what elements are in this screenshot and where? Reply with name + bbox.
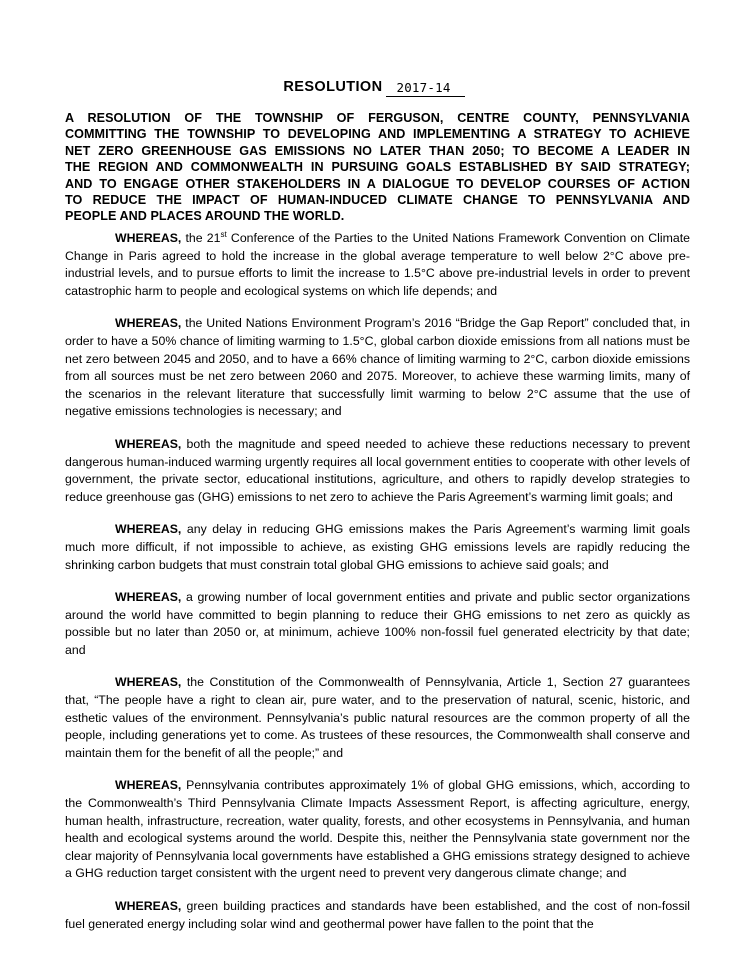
resolution-label: RESOLUTION: [283, 79, 383, 95]
clause-lead: WHEREAS,: [115, 590, 182, 605]
clause-text: any delay in reducing GHG emissions makes the Paris Agreement’s warming limit goals much more difficult, if not impossible to achieve, as existing GHG emissions levels are rapidly reducing the shrinking carbon budgets that must constrain total global GHG emissions to achieve said goals; and: [65, 522, 690, 572]
clause-text: Pennsylvania contributes approximately 1% of global GHG emissions, which, according to the Commonwealth’s Third Pennsylvania Climate Impacts Assessment Report, is affecting agriculture, energy, human health, infrastructure, recreation, water quality, forests, and other ecosystems in Pennsylvania, and human health and ecological systems around the world. Despite this, neither the Pennsylvania state government nor the clear majority of Pennsylvania local governments have established a GHG emissions strategy designed to achieve a GHG reduction target consistent with the urgent need to prevent very dangerous climate change; and: [65, 778, 690, 881]
clause-lead: WHEREAS,: [115, 675, 182, 690]
whereas-clause: [65, 230, 690, 300]
clause-text: the United Nations Environment Program’s 2016 “Bridge the Gap Report” concluded that, in order to have a 50% chance of limiting warming to 1.5°C, global carbon dioxide emissions from all nations must be net zero between 2045 and 2050, and to have a 66% chance of limiting warming to 2°C, carbon dioxide emissions from all sources must be net zero between 2060 and 2075. Moreover, to achieve these warming limits, many of the scenarios in the relevant literature that successfully limit warming to below 2°C assume that the use of negative emissions technologies is necessary; and: [65, 316, 690, 419]
whereas-clause: [65, 436, 690, 506]
title-line: A RESOLUTION OF THE TOWNSHIP OF FERGUSON, CENTRE COUNTY, PENNSYLVANIA: [65, 111, 690, 125]
resolution-title-block: [65, 110, 690, 225]
title-line: AND TO ENGAGE OTHER STAKEHOLDERS IN A DIALOGUE TO DEVELOP COURSES OF ACTION: [65, 176, 690, 191]
title-line: NET ZERO GREENHOUSE GAS EMISSIONS NO LATER THAN 2050; TO BECOME A LEADER IN: [65, 143, 690, 158]
whereas-clause: [65, 898, 690, 933]
clause-lead: WHEREAS,: [115, 316, 182, 331]
clause-text: the Constitution of the Commonwealth of Pennsylvania, Article 1, Section 27 guarantees that, “The people have a right to clean air, pure water, and to the preservation of natural, scenic, historic, and esthetic values of the environment. Pennsylvania’s public natural resources are the common property of all the people, including generations yet to come. As trustees of these resources, the Commonwealth shall conserve and maintain them for the benefit of all the people;” and: [65, 675, 690, 760]
clause-text-pre: the 21: [181, 231, 221, 245]
clause-text: both the magnitude and speed needed to achieve these reductions necessary to prevent dangerous human-induced warming urgently requires all local government entities to cooperate with other levels of government, the private sector, educational institutions, agriculture, and others to rapidly develop strategies to reduce greenhouse gas (GHG) emissions to net zero to achieve the Paris Agreement’s warming limit goals; and: [65, 436, 690, 504]
whereas-clause: [65, 674, 690, 762]
title-line: THE REGION AND COMMONWEALTH IN PURSUING GOALS ESTABLISHED BY SAID STRATEGY;: [65, 160, 690, 175]
clause-text: Conference of the Parties to the United Nations Framework Convention on Climate Change in Paris agreed to hold the increase in the global average temperature to well below 2°C above pre-industrial levels, and to pursue efforts to limit the increase to 1.5°C above pre-industrial levels in order to prevent catastrophic harm to people and ecological systems on which life depends; and: [65, 231, 690, 298]
whereas-clause: [65, 589, 690, 659]
clause-text: green building practices and standards have been established, and the cost of non-fossil fuel generated energy including solar wind and geothermal power have fallen to the point that the: [65, 899, 690, 931]
clause-lead: WHEREAS,: [115, 436, 182, 451]
title-line: TO REDUCE THE IMPACT OF HUMAN-INDUCED CLIMATE CHANGE TO PENNSYLVANIA AND: [65, 193, 690, 208]
clause-text: a growing number of local government entities and private and public sector organizations around the world have committed to begin planning to reduce their GHG emissions to net zero as quickly as possible but no later than 2050 or, at minimum, achieve 100% non-fossil fuel generated electricity by that date; and: [65, 590, 690, 657]
clause-lead: WHEREAS,: [115, 778, 182, 793]
resolution-body: [65, 230, 690, 933]
title-line: PEOPLE AND PLACES AROUND THE WORLD.: [65, 209, 345, 224]
ordinal-suffix: st: [220, 229, 227, 239]
title-line: COMMITTING THE TOWNSHIP TO DEVELOPING AND IMPLEMENTING A STRATEGY TO ACHIEVE: [65, 127, 690, 142]
whereas-clause: [65, 521, 690, 574]
clause-lead: WHEREAS,: [115, 522, 182, 537]
resolution-number: 2017-14: [386, 80, 464, 97]
clause-lead: WHEREAS,: [115, 899, 182, 913]
whereas-clause: [65, 315, 690, 421]
whereas-clause: [65, 777, 690, 883]
clause-lead: WHEREAS,: [115, 231, 182, 245]
document-heading: [0, 78, 748, 96]
